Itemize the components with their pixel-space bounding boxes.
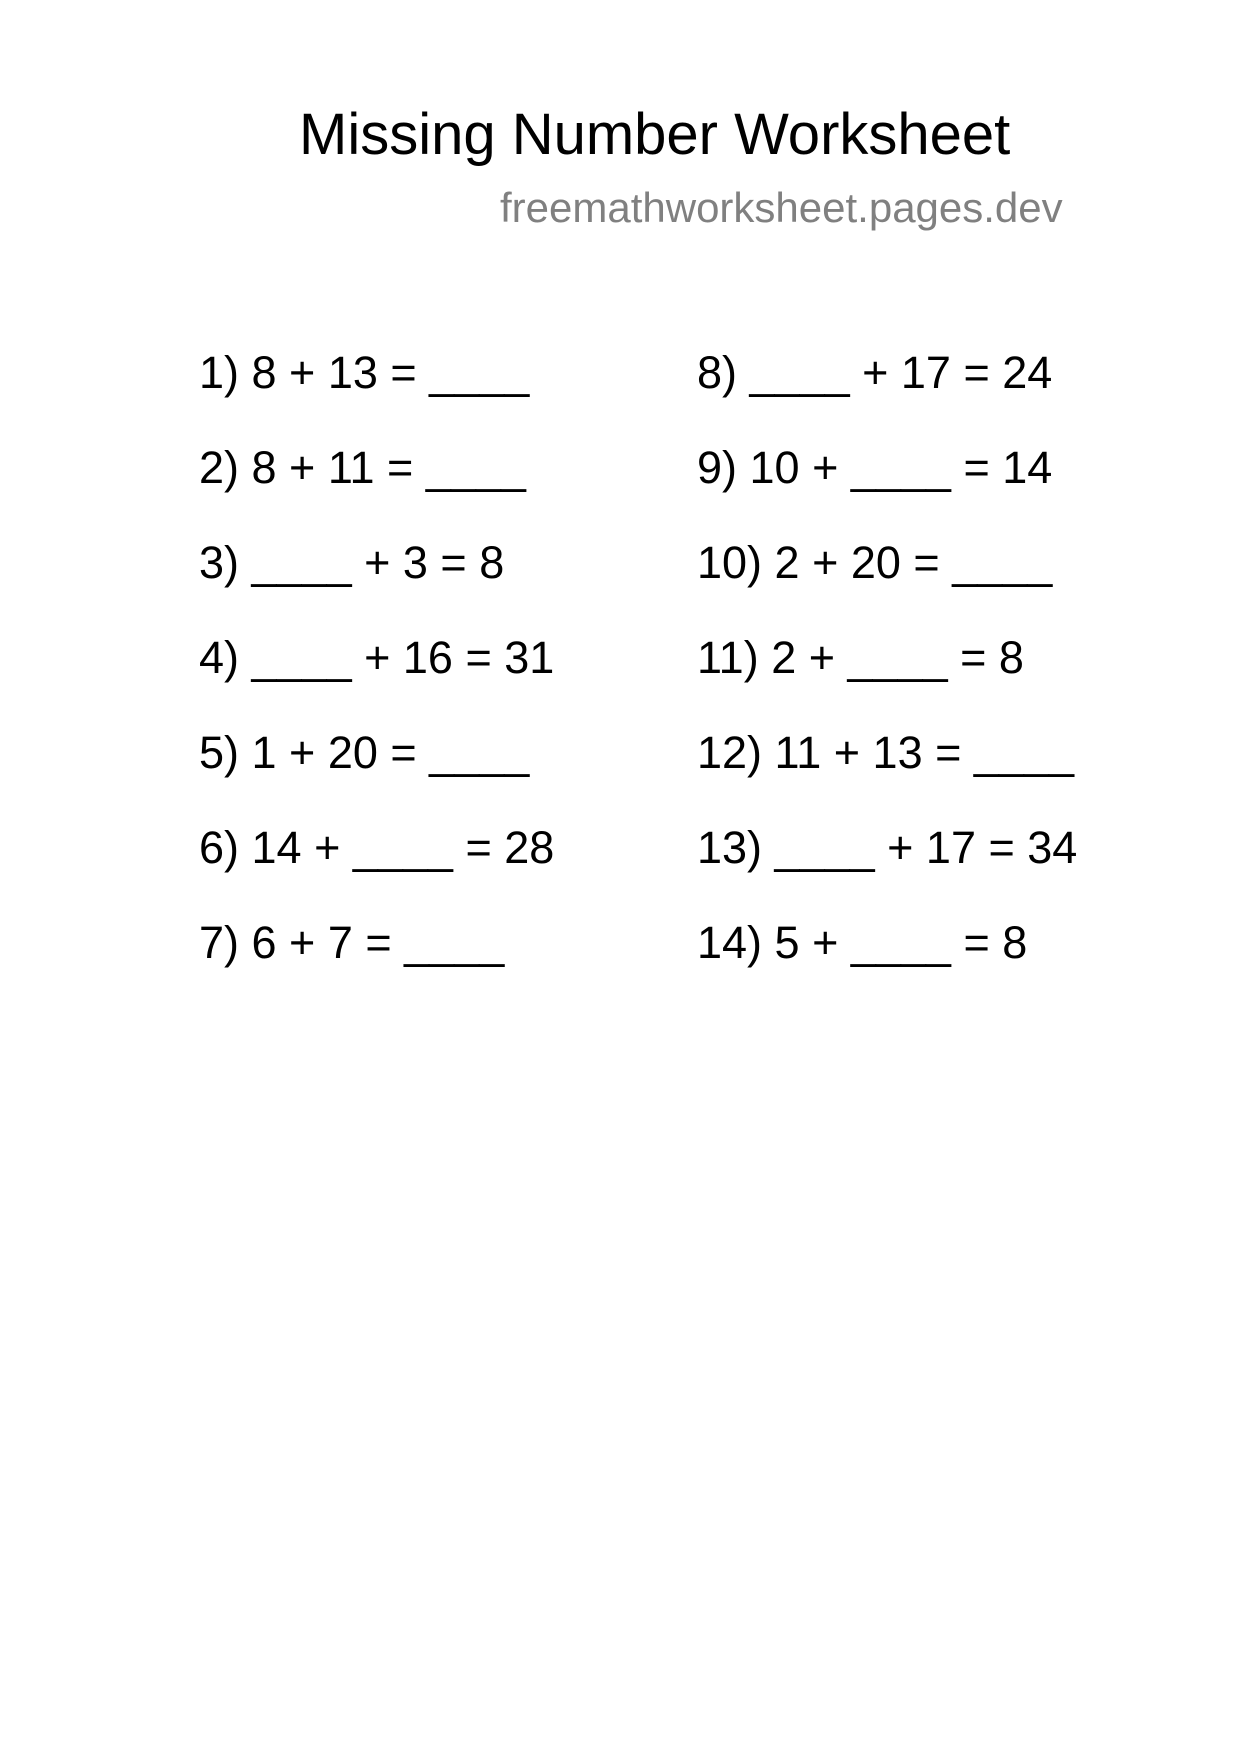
problem-3: 3) ____ + 3 = 8	[199, 537, 505, 588]
problem-column-left	[199, 346, 554, 1011]
problem-7: 7) 6 + 7 = ____	[199, 917, 505, 968]
source-url: freemathworksheet.pages.dev	[500, 184, 1063, 231]
problem-2: 2) 8 + 11 = ____	[199, 442, 526, 493]
problem-12: 12) 11 + 13 = ____	[697, 727, 1074, 778]
problem-6: 6) 14 + ____ = 28	[199, 822, 555, 873]
problem-1: 1) 8 + 13 = ____	[199, 347, 530, 398]
problem-9: 9) 10 + ____ = 14	[697, 442, 1053, 493]
problem-14: 14) 5 + ____ = 8	[697, 917, 1028, 968]
problem-column-right	[697, 346, 1077, 1011]
page-title: Missing Number Worksheet	[299, 102, 1011, 167]
problem-5: 5) 1 + 20 = ____	[199, 727, 530, 778]
problem-10: 10) 2 + 20 = ____	[697, 537, 1053, 588]
problem-11: 11) 2 + ____ = 8	[697, 632, 1024, 683]
problem-4: 4) ____ + 16 = 31	[199, 632, 555, 683]
problem-13: 13) ____ + 17 = 34	[697, 822, 1078, 873]
problem-8: 8) ____ + 17 = 24	[697, 347, 1053, 398]
